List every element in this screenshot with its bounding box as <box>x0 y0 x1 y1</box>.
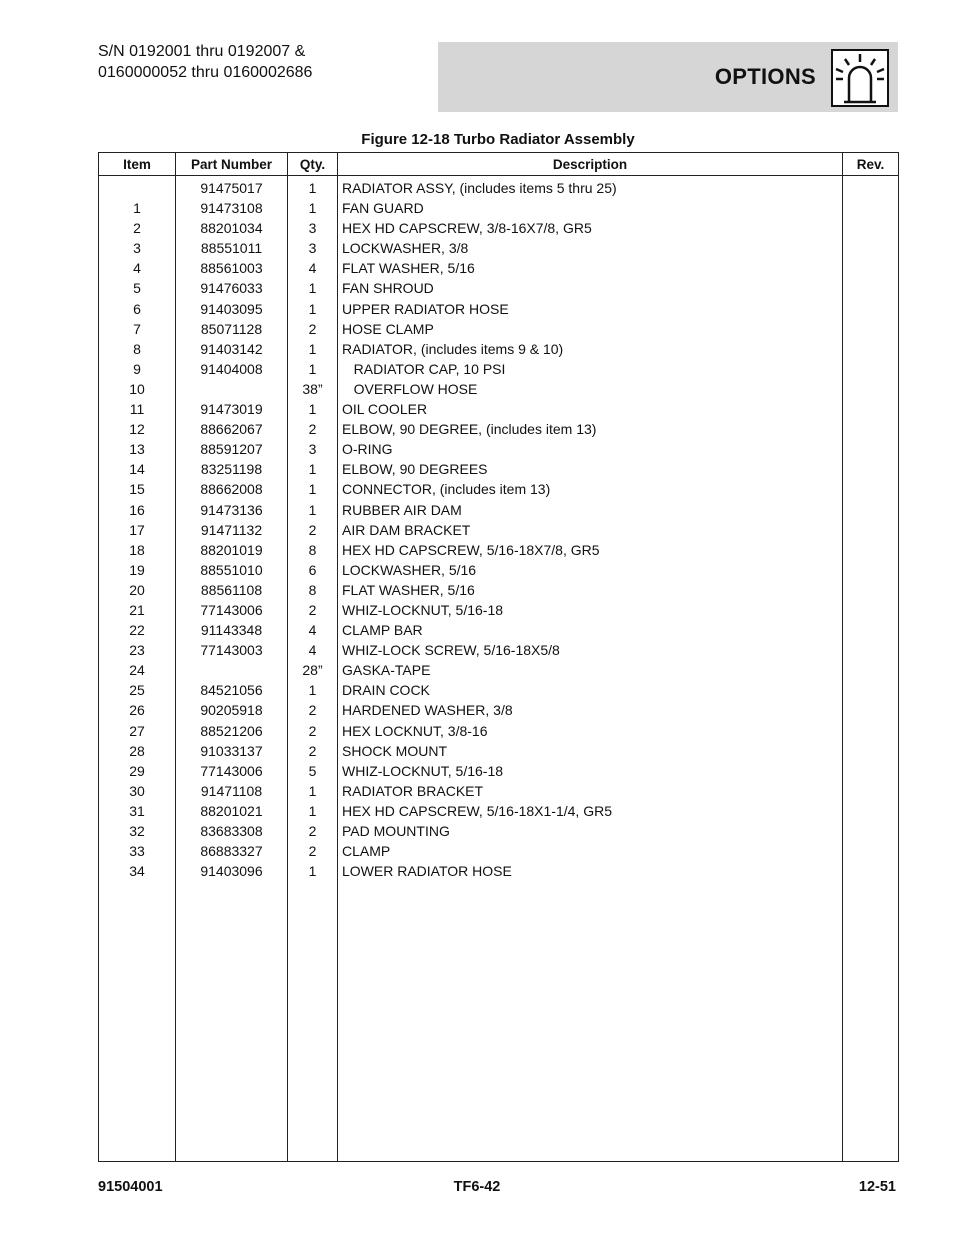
description-cell: LOCKWASHER, 3/8 <box>338 238 843 258</box>
description-cell: FAN GUARD <box>338 198 843 218</box>
table-row <box>99 560 899 580</box>
table-row <box>99 379 899 399</box>
rev-cell <box>843 339 899 359</box>
qty-cell: 2 <box>288 520 338 540</box>
description-cell: FLAT WASHER, 5/16 <box>338 258 843 278</box>
qty-cell: 2 <box>288 821 338 841</box>
description-cell: RADIATOR CAP, 10 PSI <box>338 359 843 379</box>
qty-cell: 2 <box>288 841 338 861</box>
footer-manual-number: 91504001 <box>98 1179 163 1195</box>
qty-cell: 4 <box>288 258 338 278</box>
qty-cell: 1 <box>288 861 338 881</box>
description-cell: UPPER RADIATOR HOSE <box>338 299 843 319</box>
empty-cell <box>843 881 899 1161</box>
rev-cell <box>843 399 899 419</box>
serial-number-range <box>98 41 312 83</box>
table-row <box>99 761 899 781</box>
qty-cell: 8 <box>288 580 338 600</box>
description-cell: HEX HD CAPSCREW, 5/16-18X1-1/4, GR5 <box>338 801 843 821</box>
empty-cell <box>288 881 338 1161</box>
qty-cell: 28” <box>288 660 338 680</box>
part-number-cell: 88201021 <box>176 801 288 821</box>
rev-cell <box>843 721 899 741</box>
table-row <box>99 459 899 479</box>
qty-cell: 1 <box>288 198 338 218</box>
part-number-cell: 88662008 <box>176 479 288 499</box>
qty-cell: 4 <box>288 620 338 640</box>
table-row <box>99 540 899 560</box>
figure-title: Figure 12-18 Turbo Radiator Assembly <box>361 131 635 148</box>
description-cell: DRAIN COCK <box>338 680 843 700</box>
description-cell: AIR DAM BRACKET <box>338 520 843 540</box>
description-cell: CLAMP BAR <box>338 620 843 640</box>
description-cell: FLAT WASHER, 5/16 <box>338 580 843 600</box>
item-cell: 26 <box>99 700 176 720</box>
qty-cell: 1 <box>288 299 338 319</box>
item-cell: 19 <box>99 560 176 580</box>
item-cell: 5 <box>99 278 176 298</box>
table-header-row <box>99 153 899 176</box>
item-cell: 1 <box>99 198 176 218</box>
description-cell: RADIATOR BRACKET <box>338 781 843 801</box>
table-row <box>99 801 899 821</box>
table-row <box>99 680 899 700</box>
qty-cell: 1 <box>288 500 338 520</box>
description-cell: LOCKWASHER, 5/16 <box>338 560 843 580</box>
part-number-cell: 91403096 <box>176 861 288 881</box>
table-row <box>99 238 899 258</box>
part-number-cell: 84521056 <box>176 680 288 700</box>
item-cell: 29 <box>99 761 176 781</box>
rev-cell <box>843 680 899 700</box>
qty-cell: 1 <box>288 781 338 801</box>
description-cell: PAD MOUNTING <box>338 821 843 841</box>
part-number-cell: 91475017 <box>176 176 288 199</box>
table-row <box>99 419 899 439</box>
rev-cell <box>843 580 899 600</box>
description-cell: O-RING <box>338 439 843 459</box>
rev-cell <box>843 861 899 881</box>
item-cell: 23 <box>99 640 176 660</box>
qty-cell: 2 <box>288 721 338 741</box>
item-cell: 27 <box>99 721 176 741</box>
rev-cell <box>843 439 899 459</box>
qty-cell: 8 <box>288 540 338 560</box>
table-row <box>99 821 899 841</box>
part-number-cell: 88521206 <box>176 721 288 741</box>
part-number-cell: 88201019 <box>176 540 288 560</box>
part-number-cell: 85071128 <box>176 319 288 339</box>
part-number-cell <box>176 660 288 680</box>
rev-cell <box>843 278 899 298</box>
item-cell: 20 <box>99 580 176 600</box>
parts-table <box>98 152 899 1162</box>
qty-cell: 1 <box>288 459 338 479</box>
description-cell: RADIATOR ASSY, (includes items 5 thru 25) <box>338 176 843 199</box>
table-row <box>99 439 899 459</box>
part-number-cell: 91473019 <box>176 399 288 419</box>
footer-model: TF6-42 <box>453 1179 501 1195</box>
table-row <box>99 721 899 741</box>
part-number-cell: 91471132 <box>176 520 288 540</box>
table-row <box>99 359 899 379</box>
section-banner <box>438 42 898 112</box>
part-number-cell: 88551010 <box>176 560 288 580</box>
column-header-description: Description <box>338 153 843 176</box>
table-row <box>99 861 899 881</box>
table-row <box>99 479 899 499</box>
part-number-cell: 91143348 <box>176 620 288 640</box>
description-cell: ELBOW, 90 DEGREE, (includes item 13) <box>338 419 843 439</box>
description-cell: GASKA-TAPE <box>338 660 843 680</box>
table-row <box>99 520 899 540</box>
empty-cell <box>176 881 288 1161</box>
table-row <box>99 198 899 218</box>
qty-cell: 38” <box>288 379 338 399</box>
rev-cell <box>843 479 899 499</box>
rev-cell <box>843 600 899 620</box>
part-number-cell: 83683308 <box>176 821 288 841</box>
item-cell: 6 <box>99 299 176 319</box>
table-row <box>99 258 899 278</box>
part-number-cell: 91403095 <box>176 299 288 319</box>
part-number-cell: 90205918 <box>176 700 288 720</box>
part-number-cell: 91473136 <box>176 500 288 520</box>
item-cell: 24 <box>99 660 176 680</box>
description-cell: WHIZ-LOCK SCREW, 5/16-18X5/8 <box>338 640 843 660</box>
description-cell: ELBOW, 90 DEGREES <box>338 459 843 479</box>
item-cell: 10 <box>99 379 176 399</box>
column-header-qty: Qty. <box>288 153 338 176</box>
item-cell: 21 <box>99 600 176 620</box>
description-cell: WHIZ-LOCKNUT, 5/16-18 <box>338 761 843 781</box>
item-cell: 14 <box>99 459 176 479</box>
item-cell: 34 <box>99 861 176 881</box>
qty-cell: 6 <box>288 560 338 580</box>
rev-cell <box>843 319 899 339</box>
item-cell: 4 <box>99 258 176 278</box>
part-number-cell: 77143006 <box>176 761 288 781</box>
table-row <box>99 500 899 520</box>
item-cell: 17 <box>99 520 176 540</box>
qty-cell: 1 <box>288 680 338 700</box>
description-cell: HEX LOCKNUT, 3/8-16 <box>338 721 843 741</box>
item-cell: 32 <box>99 821 176 841</box>
description-cell: CLAMP <box>338 841 843 861</box>
rev-cell <box>843 218 899 238</box>
table-row <box>99 580 899 600</box>
item-cell: 16 <box>99 500 176 520</box>
table-row <box>99 319 899 339</box>
qty-cell: 3 <box>288 218 338 238</box>
description-cell: WHIZ-LOCKNUT, 5/16-18 <box>338 600 843 620</box>
description-cell: RADIATOR, (includes items 9 & 10) <box>338 339 843 359</box>
part-number-cell: 88561003 <box>176 258 288 278</box>
table-row <box>99 620 899 640</box>
item-cell: 31 <box>99 801 176 821</box>
rev-cell <box>843 660 899 680</box>
description-cell: CONNECTOR, (includes item 13) <box>338 479 843 499</box>
qty-cell: 2 <box>288 419 338 439</box>
item-cell: 3 <box>99 238 176 258</box>
rev-cell <box>843 781 899 801</box>
rev-cell <box>843 821 899 841</box>
part-number-cell: 91033137 <box>176 741 288 761</box>
qty-cell: 2 <box>288 700 338 720</box>
part-number-cell: 91473108 <box>176 198 288 218</box>
table-row <box>99 600 899 620</box>
rev-cell <box>843 540 899 560</box>
table-row <box>99 218 899 238</box>
footer-page-number: 12-51 <box>858 1179 896 1195</box>
column-header-rev: Rev. <box>843 153 899 176</box>
rev-cell <box>843 741 899 761</box>
rev-cell <box>843 640 899 660</box>
qty-cell: 3 <box>288 439 338 459</box>
rev-cell <box>843 419 899 439</box>
part-number-cell: 88201034 <box>176 218 288 238</box>
item-cell: 25 <box>99 680 176 700</box>
serial-line-2: 0160000052 thru 0160002686 <box>98 64 313 81</box>
part-number-cell: 88561108 <box>176 580 288 600</box>
part-number-cell: 91403142 <box>176 339 288 359</box>
rev-cell <box>843 620 899 640</box>
part-number-cell: 91404008 <box>176 359 288 379</box>
table-row <box>99 660 899 680</box>
qty-cell: 1 <box>288 399 338 419</box>
column-header-part-number: Part Number <box>176 153 288 176</box>
description-cell: SHOCK MOUNT <box>338 741 843 761</box>
item-cell: 22 <box>99 620 176 640</box>
table-row <box>99 278 899 298</box>
parts-table-body <box>99 176 899 1162</box>
table-filler-row <box>99 881 899 1161</box>
item-cell <box>99 176 176 199</box>
description-cell: LOWER RADIATOR HOSE <box>338 861 843 881</box>
qty-cell: 1 <box>288 278 338 298</box>
description-cell: RUBBER AIR DAM <box>338 500 843 520</box>
qty-cell: 1 <box>288 176 338 199</box>
rev-cell <box>843 560 899 580</box>
rev-cell <box>843 841 899 861</box>
part-number-cell: 91471108 <box>176 781 288 801</box>
item-cell: 18 <box>99 540 176 560</box>
rev-cell <box>843 761 899 781</box>
qty-cell: 2 <box>288 319 338 339</box>
qty-cell: 1 <box>288 479 338 499</box>
table-row <box>99 781 899 801</box>
item-cell: 7 <box>99 319 176 339</box>
item-cell: 2 <box>99 218 176 238</box>
part-number-cell: 88551011 <box>176 238 288 258</box>
rev-cell <box>843 258 899 278</box>
item-cell: 28 <box>99 741 176 761</box>
table-row <box>99 841 899 861</box>
description-cell: HEX HD CAPSCREW, 5/16-18X7/8, GR5 <box>338 540 843 560</box>
rev-cell <box>843 801 899 821</box>
column-header-item: Item <box>99 153 176 176</box>
table-row <box>99 299 899 319</box>
item-cell: 11 <box>99 399 176 419</box>
qty-cell: 1 <box>288 801 338 821</box>
item-cell: 15 <box>99 479 176 499</box>
description-cell: HEX HD CAPSCREW, 3/8-16X7/8, GR5 <box>338 218 843 238</box>
qty-cell: 1 <box>288 359 338 379</box>
item-cell: 33 <box>99 841 176 861</box>
rev-cell <box>843 500 899 520</box>
part-number-cell: 88591207 <box>176 439 288 459</box>
rev-cell <box>843 299 899 319</box>
rev-cell <box>843 520 899 540</box>
table-row <box>99 176 899 199</box>
qty-cell: 1 <box>288 339 338 359</box>
section-title: OPTIONS <box>714 64 816 89</box>
part-number-cell: 86883327 <box>176 841 288 861</box>
rev-cell <box>843 379 899 399</box>
table-row <box>99 700 899 720</box>
item-cell: 8 <box>99 339 176 359</box>
description-cell: OVERFLOW HOSE <box>338 379 843 399</box>
empty-cell <box>99 881 176 1161</box>
table-row <box>99 640 899 660</box>
signal-light-icon <box>830 48 890 108</box>
table-row <box>99 399 899 419</box>
description-cell: HOSE CLAMP <box>338 319 843 339</box>
rev-cell <box>843 700 899 720</box>
item-cell: 30 <box>99 781 176 801</box>
part-number-cell: 91476033 <box>176 278 288 298</box>
rev-cell <box>843 198 899 218</box>
table-row <box>99 339 899 359</box>
qty-cell: 2 <box>288 741 338 761</box>
rev-cell <box>843 459 899 479</box>
qty-cell: 3 <box>288 238 338 258</box>
item-cell: 12 <box>99 419 176 439</box>
rev-cell <box>843 176 899 199</box>
part-number-cell: 88662067 <box>176 419 288 439</box>
item-cell: 9 <box>99 359 176 379</box>
qty-cell: 5 <box>288 761 338 781</box>
table-row <box>99 741 899 761</box>
description-cell: OIL COOLER <box>338 399 843 419</box>
rev-cell <box>843 359 899 379</box>
serial-line-1: S/N 0192001 thru 0192007 & <box>98 43 306 60</box>
item-cell: 13 <box>99 439 176 459</box>
description-cell: HARDENED WASHER, 3/8 <box>338 700 843 720</box>
qty-cell: 2 <box>288 600 338 620</box>
part-number-cell <box>176 379 288 399</box>
empty-cell <box>338 881 843 1161</box>
rev-cell <box>843 238 899 258</box>
part-number-cell: 83251198 <box>176 459 288 479</box>
part-number-cell: 77143006 <box>176 600 288 620</box>
qty-cell: 4 <box>288 640 338 660</box>
description-cell: FAN SHROUD <box>338 278 843 298</box>
part-number-cell: 77143003 <box>176 640 288 660</box>
